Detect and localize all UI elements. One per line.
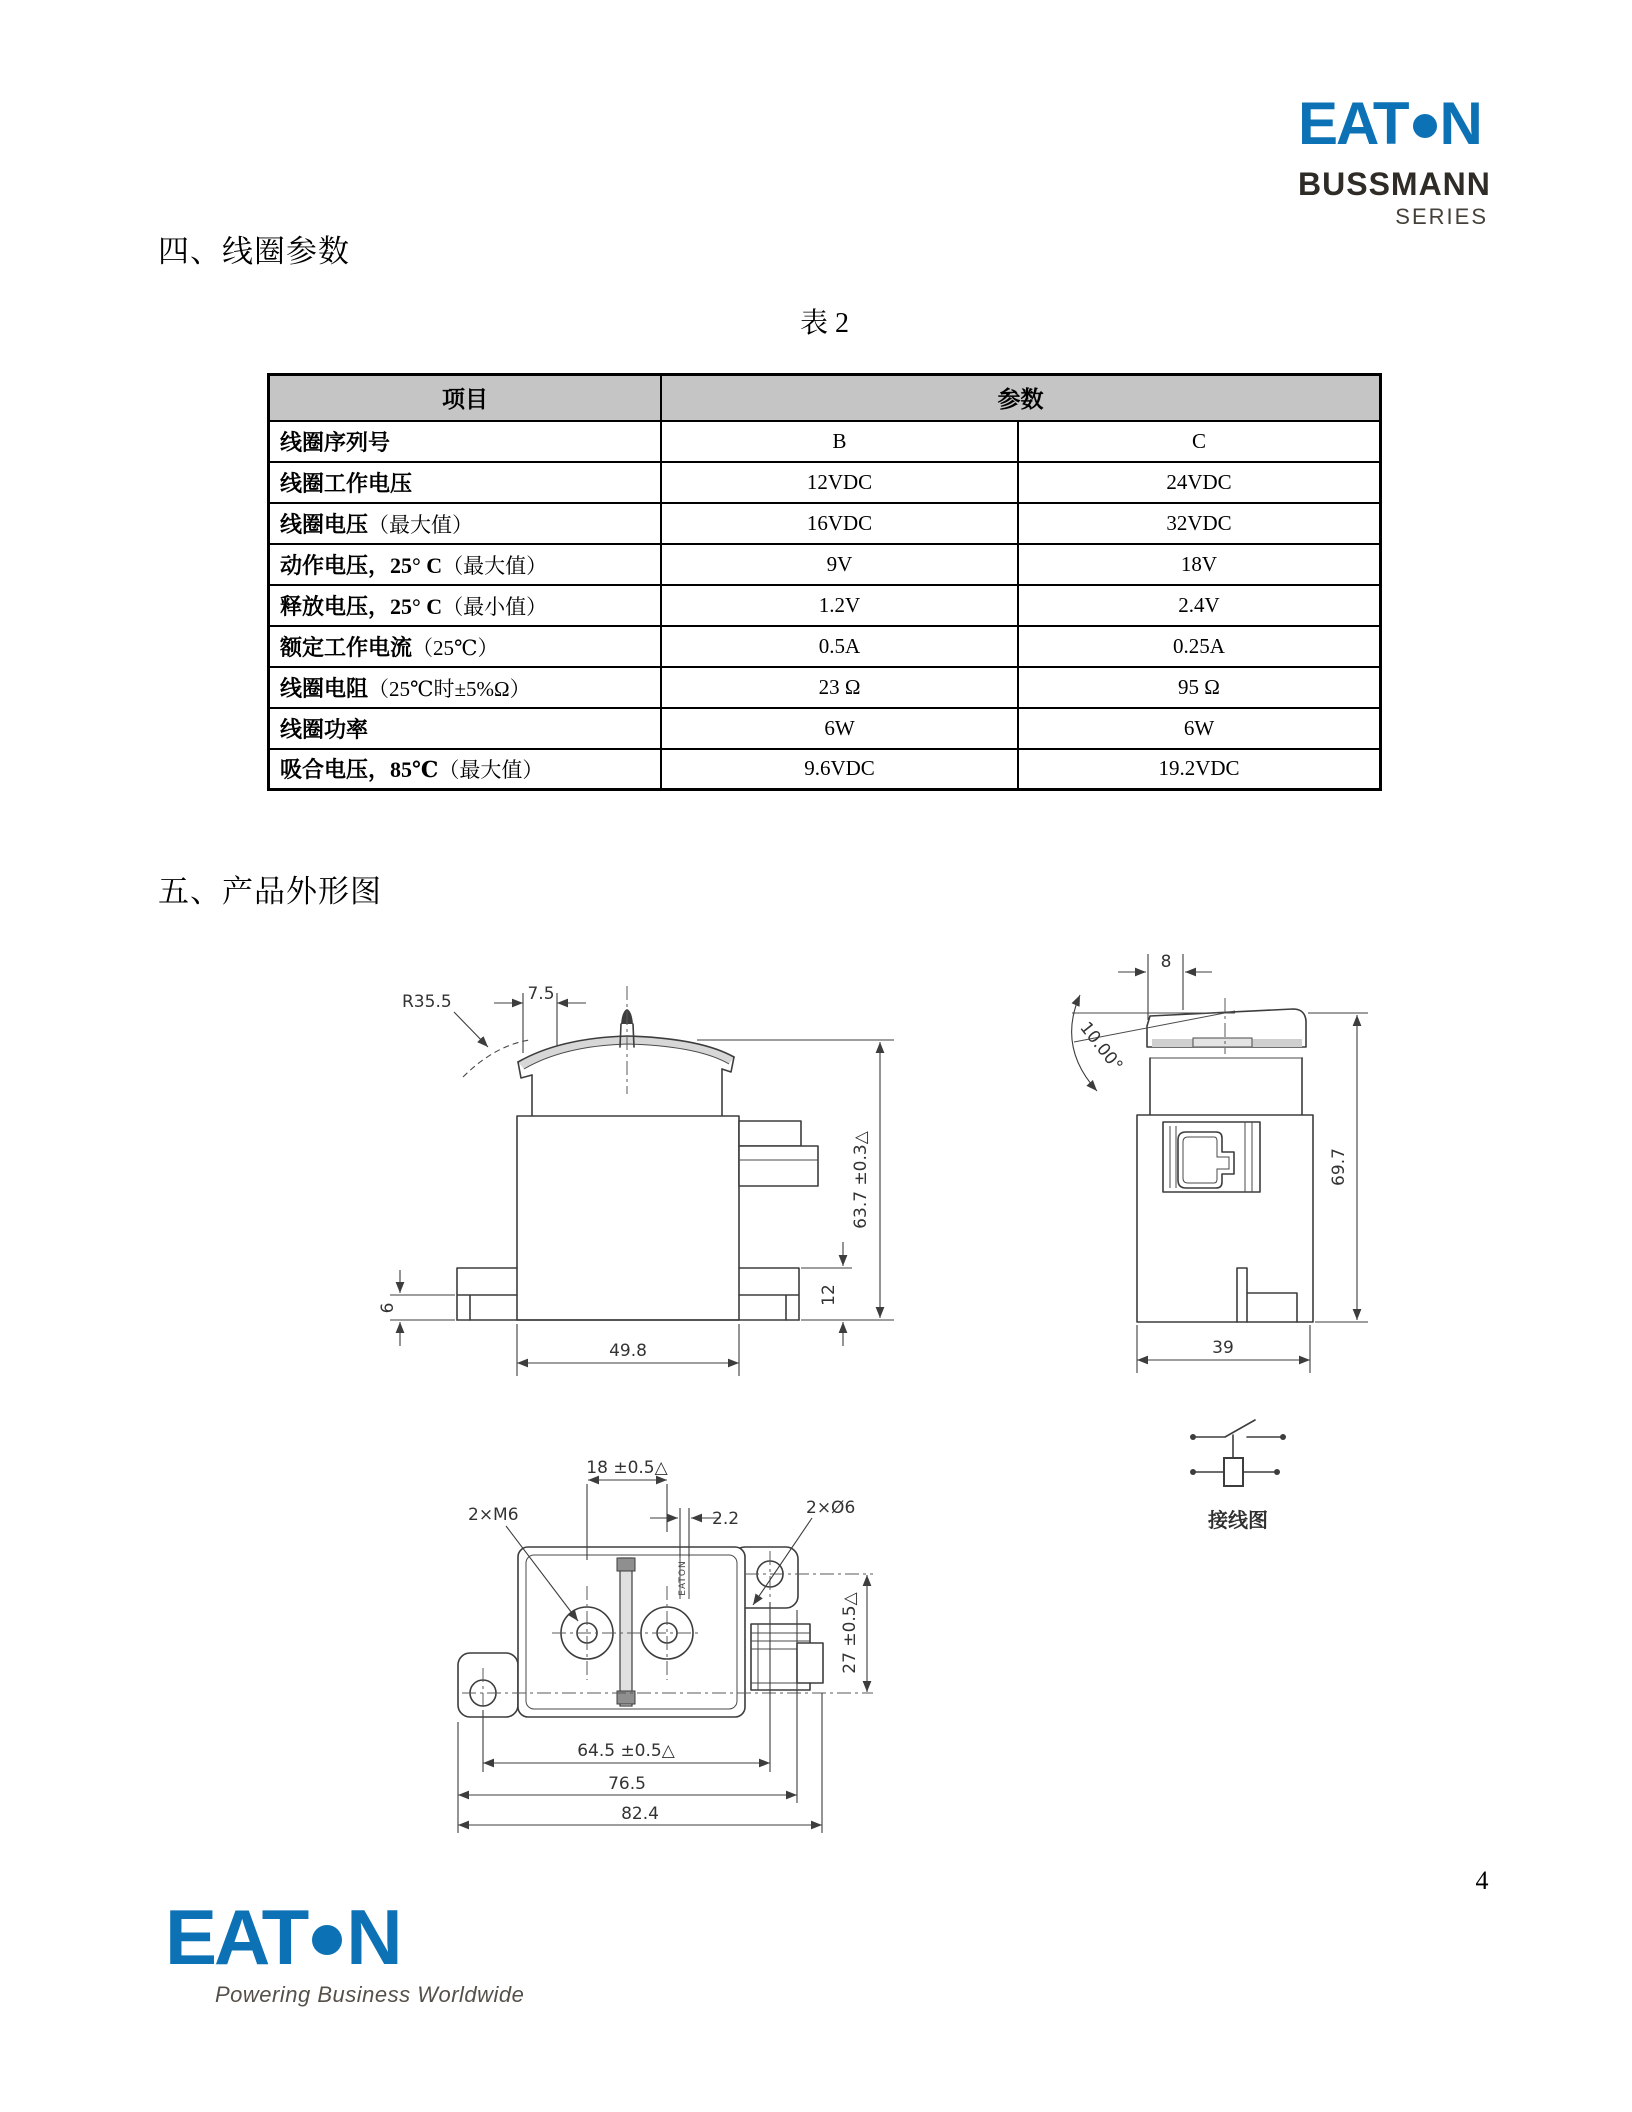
dim-label-mount: 64.5 ±0.5△ — [577, 1741, 675, 1761]
cell-label-text: 释放电压，25° C — [280, 593, 443, 619]
dim-label-pitch: 18 ±0.5△ — [586, 1458, 668, 1478]
page-number: 4 — [1475, 1866, 1489, 1895]
cell-value-c: 18V — [1018, 544, 1381, 585]
wiring-diagram — [1190, 1420, 1286, 1532]
relay-body-front — [517, 1116, 739, 1320]
table-row — [269, 708, 1381, 749]
front-view — [378, 984, 894, 1376]
eaton-logo-dot-icon — [312, 1925, 342, 1955]
dim-label-overall: 82.4 — [621, 1804, 659, 1824]
table-row — [269, 544, 1381, 585]
side-connector-lower — [739, 1146, 818, 1186]
cell-label-text: 线圈电阻 — [280, 675, 369, 701]
cell-label — [269, 667, 662, 708]
cell-label-note: （25℃时±5%Ω） — [368, 676, 531, 701]
cell-label-note: （最大值） — [442, 553, 548, 578]
cell-label-text: 线圈序列号 — [280, 429, 391, 455]
dim-label-side-height: 69.7 — [1329, 1148, 1349, 1186]
side-connector-upper — [739, 1121, 801, 1146]
table-row — [269, 585, 1381, 626]
table-row — [269, 626, 1381, 667]
cell-value-c: 32VDC — [1018, 503, 1381, 544]
cell-label-text: 线圈功率 — [280, 716, 369, 742]
eaton-footer-logo-block — [165, 1893, 525, 2008]
cell-label — [269, 462, 662, 503]
table-header-parameter: 参数 — [661, 375, 1380, 421]
cell-label-note: （最大值） — [438, 758, 544, 783]
eaton-logo — [1298, 90, 1488, 157]
eaton-logo-text-right: N — [1439, 90, 1481, 157]
eaton-tagline: Powering Business Worldwide — [215, 1982, 525, 2007]
cell-value-c: C — [1018, 421, 1381, 462]
dim-label-radius: R35.5 — [402, 992, 452, 1012]
cell-label — [269, 708, 662, 749]
table-header-item: 项目 — [269, 375, 662, 421]
dim-label-overhang: 7.5 — [527, 984, 555, 1004]
cell-value-c: 24VDC — [1018, 462, 1381, 503]
dim-label-hole: 2×Ø6 — [806, 1498, 856, 1518]
cell-value-b: 6W — [661, 708, 1018, 749]
cell-value-b: 1.2V — [661, 585, 1018, 626]
cell-label — [269, 421, 662, 462]
coil-parameter-table — [267, 373, 1382, 791]
cell-value-b: B — [661, 421, 1018, 462]
mounting-tab-left — [458, 1653, 518, 1717]
section-heading-coil-parameters: 四、线圈参数 — [158, 234, 350, 269]
coil-symbol — [1224, 1458, 1243, 1486]
eaton-logo-text-right: N — [346, 1893, 400, 1981]
cell-label-text: 线圈工作电压 — [280, 470, 413, 496]
table-row — [269, 503, 1381, 544]
table-row — [269, 749, 1381, 790]
dim-label-width: 49.8 — [609, 1341, 647, 1361]
table-row — [269, 462, 1381, 503]
wiring-diagram-label: 接线图 — [1208, 1510, 1268, 1532]
eaton-logo-text-left: EAT — [165, 1893, 307, 1981]
cell-value-b: 23 Ω — [661, 667, 1018, 708]
cell-value-b: 9.6VDC — [661, 749, 1018, 790]
dim-label-foot: 12 — [819, 1284, 839, 1306]
section-heading-product-outline: 五、产品外形图 — [158, 874, 382, 909]
table-row — [269, 667, 1381, 708]
coil-socket — [1163, 1122, 1260, 1192]
cell-value-c: 19.2VDC — [1018, 749, 1381, 790]
product-outline-drawing — [330, 940, 1450, 1880]
cell-label — [269, 585, 662, 626]
cell-label — [269, 749, 662, 790]
center-divider — [620, 1558, 632, 1706]
switch-symbol — [1193, 1420, 1283, 1437]
cell-value-c: 0.25A — [1018, 626, 1381, 667]
cell-label-text: 线圈电压 — [280, 511, 369, 537]
dim-label-top: 8 — [1160, 952, 1172, 972]
eaton-logo — [165, 1893, 524, 1981]
side-view — [1072, 952, 1368, 1373]
cell-value-c: 95 Ω — [1018, 667, 1381, 708]
dim-label-thread: 2×M6 — [468, 1505, 519, 1525]
cell-label-text: 吸合电压，85℃ — [280, 757, 439, 783]
cell-label-note: （25℃） — [412, 635, 499, 660]
dim-label-height: 63.7 ±0.3△ — [851, 1131, 871, 1229]
eaton-logo-dot-icon — [1413, 114, 1437, 138]
molded-brand-text: EATON — [678, 1560, 688, 1596]
bottom-view — [458, 1458, 873, 1833]
cell-label-note: （最小值） — [442, 594, 548, 619]
dim-label-side-width: 39 — [1212, 1338, 1234, 1358]
table-row — [269, 421, 1381, 462]
cell-label-text: 额定工作电流 — [280, 634, 413, 660]
cell-value-c: 2.4V — [1018, 585, 1381, 626]
cell-value-b: 9V — [661, 544, 1018, 585]
dim-label-angle: 10.00° — [1075, 1018, 1127, 1076]
bottom-connector — [751, 1624, 823, 1690]
cell-label — [269, 626, 662, 667]
series-label: SERIES — [1395, 204, 1488, 229]
dim-label-rib: 2.2 — [712, 1509, 740, 1529]
bussmann-label: BUSSMANN — [1298, 166, 1491, 202]
cell-label-text: 动作电压，25° C — [280, 552, 443, 578]
table-caption: 表 2 — [799, 308, 849, 339]
cell-label — [269, 503, 662, 544]
dim-label-mid: 76.5 — [608, 1774, 646, 1794]
dim-label-depth: 27 ±0.5△ — [840, 1592, 860, 1674]
cell-label — [269, 544, 662, 585]
bussmann-logo-block — [1298, 90, 1491, 230]
cap-detail — [1193, 1038, 1252, 1047]
dim-label-base: 6 — [378, 1302, 398, 1314]
cell-label-note: （最大值） — [368, 512, 474, 537]
cell-value-c: 6W — [1018, 708, 1381, 749]
cell-value-b: 12VDC — [661, 462, 1018, 503]
cell-value-b: 16VDC — [661, 503, 1018, 544]
cell-value-b: 0.5A — [661, 626, 1018, 667]
dome-shading — [518, 1036, 734, 1069]
eaton-logo-text-left: EAT — [1298, 90, 1408, 157]
front-outline — [457, 1009, 818, 1320]
